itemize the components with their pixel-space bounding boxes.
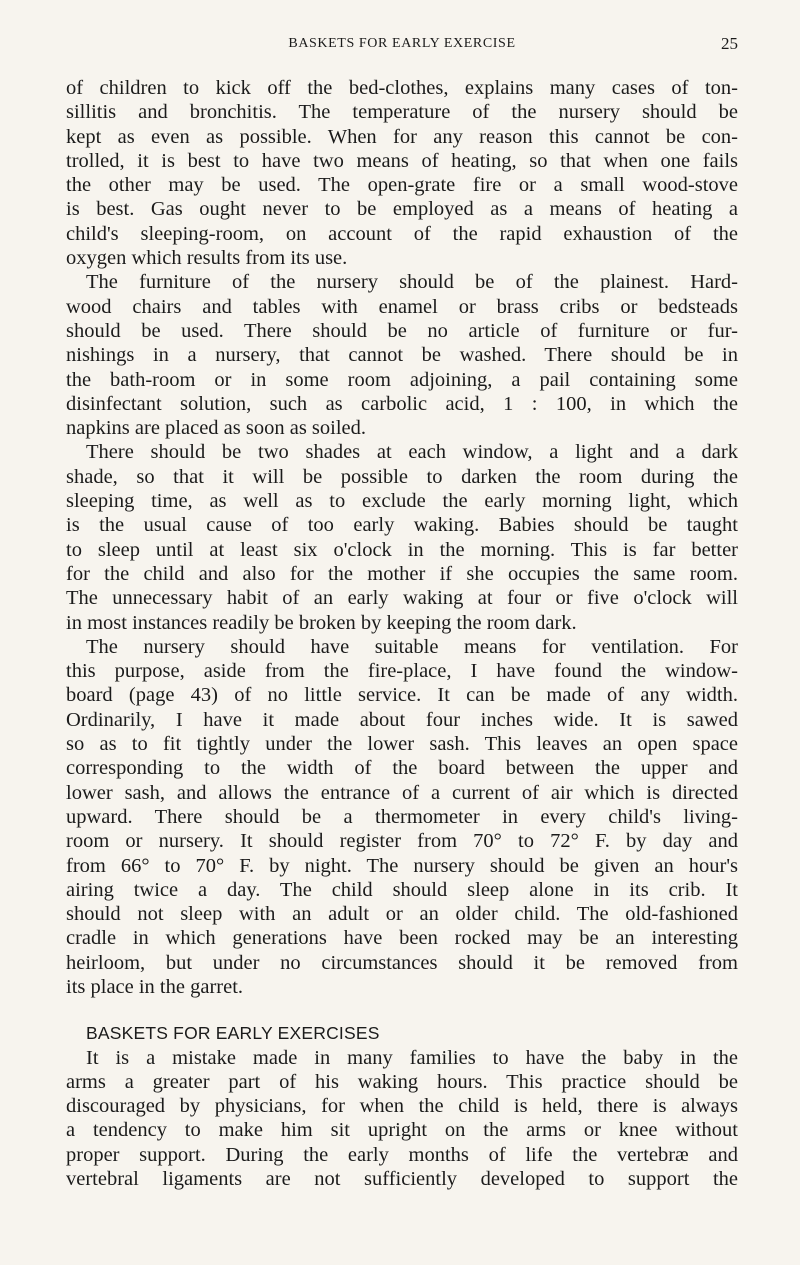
text-line: should not sleep with an adult or an older child. The old-fashioned [66,903,738,926]
text-line: board (page 43) of no little service. It can be made of any width. [66,684,738,707]
text-line: heirloom, but under no circumstances should it be removed from [66,951,738,974]
text-line: The nursery should have suitable means for ventilation. For [86,635,738,658]
text-line: room or nursery. It should register from 70° to 72° F. by day and [66,830,738,853]
text-line: cradle in which generations have been rocked may be an interesting [66,927,738,950]
text-line: It is a mistake made in many families to have the baby in the [86,1046,738,1069]
text-line: oxygen which results from its use. [66,247,348,270]
text-line: for the child and also for the mother if she occupies the same room. [66,562,738,585]
text-line: corresponding to the width of the board between the upper and [66,757,738,780]
text-line: so as to fit tightly under the lower sash. This leaves an open space [66,733,738,756]
body-text [66,76,738,1191]
text-line: the bath-room or in some room adjoining, a pail containing some [66,368,738,391]
text-line: child's sleeping-room, on account of the rapid exhaustion of the [66,222,738,245]
text-line: discouraged by physicians, for when the child is held, there is always [66,1095,738,1118]
text-line: upward. There should be a thermometer in every child's living- [66,805,738,828]
text-line: The unnecessary habit of an early waking at four or five o'clock will [66,587,738,610]
text-line: proper support. During the early months of life the vertebræ and [66,1143,738,1166]
text-line: its place in the garret. [66,975,244,998]
text-line: sillitis and bronchitis. The temperature of the nursery should be [66,101,738,124]
text-line: to sleep until at least six o'clock in the morning. This is far better [66,538,738,561]
text-line: There should be two shades at each window, a light and a dark [86,441,738,464]
running-title: BASKETS FOR EARLY EXERCISE [288,36,516,51]
text-line: this purpose, aside from the fire-place, I have found the window- [66,660,738,683]
text-line: airing twice a day. The child should sleep alone in its crib. It [66,878,738,901]
text-line: a tendency to make him sit upright on the arms or knee without [66,1119,738,1142]
text-line: arms a greater part of his waking hours. This practice should be [66,1070,738,1093]
running-head [66,34,738,56]
text-line: disinfectant solution, such as carbolic acid, 1 : 100, in which the [66,392,738,415]
text-line: the other may be used. The open-grate fire or a small wood-stove [66,174,738,197]
text-line: napkins are placed as soon as soiled. [66,417,367,440]
text-line: should be used. There should be no article of furniture or fur- [66,319,738,342]
section-heading: BASKETS FOR EARLY EXERCISES [86,1023,380,1044]
text-line: in most instances readily be broken by keeping the room dark. [66,611,577,634]
text-line: The furniture of the nursery should be of the plainest. Hard- [86,271,738,294]
text-line: sleeping time, as well as to exclude the early morning light, which [66,490,738,513]
text-line: vertebral ligaments are not sufficiently developed to support the [66,1168,738,1191]
text-line: Ordinarily, I have it made about four inches wide. It is sawed [66,708,738,731]
text-line: shade, so that it will be possible to darken the room during the [66,465,738,488]
text-line: is the usual cause of too early waking. Babies should be taught [66,514,738,537]
text-line: of children to kick off the bed-clothes, explains many cases of ton- [66,77,738,99]
text-line: trolled, it is best to have two means of heating, so that when one fails [66,149,738,172]
text-line: from 66° to 70° F. by night. The nursery should be given an hour's [66,854,738,877]
text-line: lower sash, and allows the entrance of a current of air which is directed [66,781,738,804]
text-line: wood chairs and tables with enamel or brass cribs or bedsteads [66,295,738,318]
text-line: nishings in a nursery, that cannot be washed. There should be in [66,344,738,367]
text-line: kept as even as possible. When for any reason this cannot be con- [66,125,738,148]
text-line: is best. Gas ought never to be employed as a means of heating a [66,198,738,221]
page-number: 25 [721,34,738,53]
